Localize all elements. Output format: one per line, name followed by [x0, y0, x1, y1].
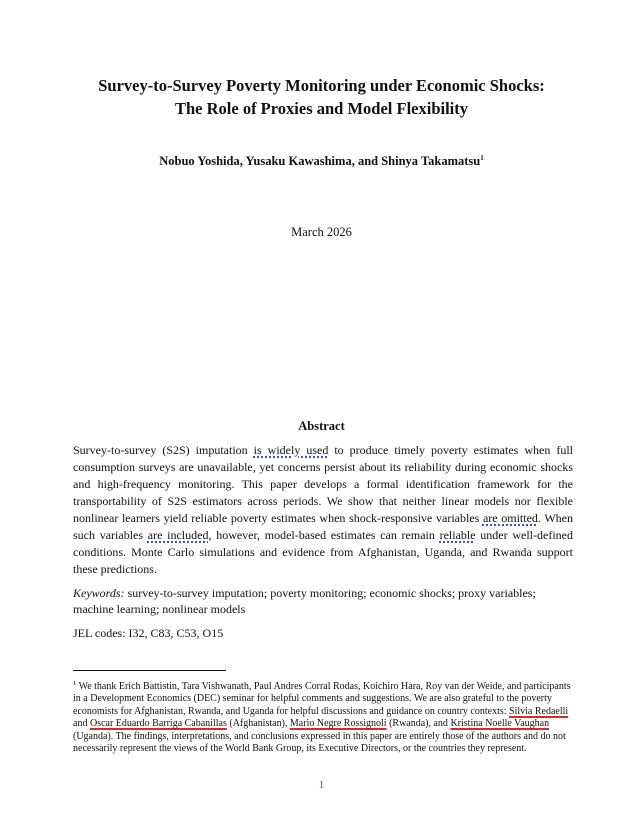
footnote-separator [73, 670, 226, 671]
page-number: 1 [318, 779, 325, 791]
abstract-text: to produce timely poverty estimates when full consumption surveys are unavailable, yet concerns persist about its reliability during economic shocks and high-frequency monitoring. This paper develops a formal identification framework for the transportability of S2S estimators across periods. We show that neither linear models nor flexible nonlinear learners yield reliable poverty estimates when shock-responsive variables [73, 443, 573, 525]
grammar-flag[interactable]: are included [147, 528, 209, 542]
footnote-mark: 1 [73, 680, 77, 687]
publication-date: March 2026 [291, 225, 352, 239]
grammar-flag[interactable]: are omitted [482, 511, 538, 525]
keywords-text: survey-to-survey imputation; poverty monitoring; economic shocks; proxy variables; machine learning; nonlinear models [73, 586, 536, 616]
keywords-line [73, 585, 573, 617]
footnote-text: (Afghanistan), [226, 718, 290, 730]
spelling-flag[interactable]: Oscar Eduardo Barriga Cabanillas [89, 718, 227, 730]
footnote-text: We thank Erich Battistin, Tara Vishwanath, Paul Andres Corral Rodas, Koichiro Hara, Roy van der Weide, and participants in a Development Economics (DEC) seminar for helpful comments and suggestions. We are also grateful to the poverty economists for Afghanistan, Rwanda, and Uganda for helpful discussions and guidance on country contexts: [73, 681, 571, 717]
spelling-flag[interactable]: Mario Negre Rossignoli [289, 718, 387, 730]
paper-title [40, 74, 603, 120]
authors-text: Nobuo Yoshida, Yusaku Kawashima, and Shinya Takamatsu [159, 154, 481, 168]
grammar-flag[interactable]: reliable [439, 528, 476, 542]
grammar-flag[interactable]: is widely used [253, 443, 329, 457]
abstract-text: under well-defined conditions. Monte Carlo simulations and evidence from Afghanistan, Uganda, and Rwanda support these predictions. [73, 528, 573, 576]
jel-codes: JEL codes: I32, C83, C53, O15 [73, 626, 224, 640]
footnote-text: (Rwanda), and [386, 718, 451, 730]
author-footnote-mark: 1 [480, 154, 484, 162]
footnote-text: and [73, 718, 90, 730]
author-list [40, 150, 603, 169]
footnote [73, 678, 573, 755]
abstract-text: , however, model-based estimates can remain [208, 528, 440, 542]
abstract-heading: Abstract [298, 419, 345, 433]
spelling-flag[interactable]: Silvia Redaelli [509, 705, 569, 717]
abstract-body [73, 442, 573, 578]
abstract-text: . When such variables [73, 511, 573, 542]
keywords-label: Keywords: [73, 586, 125, 600]
footnote-text: (Uganda). The findings, interpretations, and conclusions expressed in this paper are entirely those of the authors and do not necessarily represent the views of the World Bank Group, its Executive Directors, or the countries they represent. [73, 730, 566, 755]
title-line-1: Survey-to-Survey Poverty Monitoring under Economic Shocks: [98, 76, 545, 95]
abstract-text: Survey-to-survey (S2S) imputation [73, 443, 254, 457]
spelling-flag[interactable]: Kristina Noelle Vaughan [450, 718, 550, 730]
title-line-2: The Role of Proxies and Model Flexibility [174, 99, 468, 118]
